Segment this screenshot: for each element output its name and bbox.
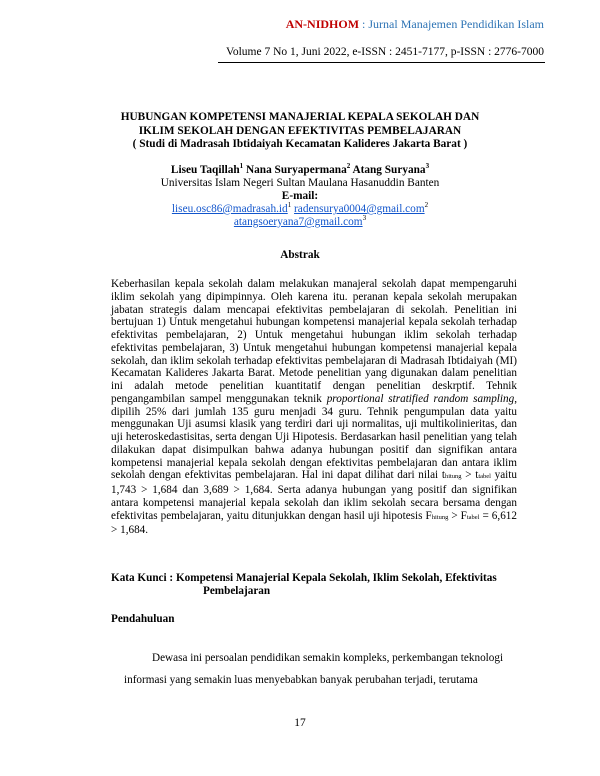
email-link[interactable]: radensurya0004@gmail.com (294, 203, 425, 215)
author-name: Nana Suryapermana (243, 164, 347, 176)
author-sup: 3 (425, 162, 430, 171)
author-name: Atang Suryana (350, 164, 426, 176)
subscript: tabel (466, 513, 480, 521)
abstract-text: > F (448, 509, 467, 522)
title-line: IKLIM SEKOLAH DENGAN EFEKTIVITAS PEMBELAJARAN (138, 124, 462, 137)
author-name: Liseu Taqillah (170, 164, 240, 176)
email-label: E-mail: (281, 190, 319, 202)
title-line: HUBUNGAN KOMPETENSI MANAJERIAL KEPALA SEKOLAH DAN (120, 111, 480, 123)
email-line (100, 216, 500, 229)
paper-title (100, 111, 500, 152)
page-number: 17 (294, 717, 306, 729)
intro-line: Dewasa ini persoalan pendidikan semakin kompleks, perkembangan teknologi (152, 652, 504, 664)
keywords (111, 572, 521, 598)
abstract-text: Keberhasilan kepala sekolah dalam melakukan manajeral sekolah dapat mempengaruhi iklim sekolah yang dipimpinnya. Oleh karena itu. peranan kepala sekolah merupakan jabatan strategis dalam mencapai efektivitas pembelajaran di sekolah. Penelitian ini bertujuan 1) Untuk mengetahui hubungan kompetensi manajerial kepala sekolah terhadap efektivitas pembelajaran, 2) Untuk mengetahui hubungan iklim sekolah terhadap efektivitas pembelajaran, 3) Untuk mengetahui hubungan kompetensi manajerial kepala sekolah, dan iklim sekolah terhadap efektivitas pembelajaran di Madrasah Ibtidaiyah (MI) Kecamatan Kalideres Jakarta Barat. Metode penelitian yang digunakan dalam penelitian ini adalah metode penelitian kuantitatif dengan penelitian deskrptif. Tehnik pengangambilan sampel menggunakan teknik (111, 278, 517, 405)
intro-paragraph (124, 647, 518, 691)
header-rule (218, 62, 545, 63)
journal-name: Jurnal Manajemen Pendidikan Islam (368, 17, 544, 31)
email-sup: 3 (362, 214, 367, 223)
author-list (100, 164, 500, 177)
email-link[interactable]: liseu.osc86@madrasah.id (171, 203, 288, 215)
journal-separator: : (359, 17, 369, 31)
author-sup: 2 (346, 162, 351, 171)
intro-line: informasi yang semakin luas menyebabkan banyak perubahan terjadi, terutama (124, 674, 478, 686)
abstract-text: = 6,612 > 1,684. (111, 509, 517, 537)
abstract-text: yaitu 1,743 > 1,684 dan 3,689 > 1,684. Serta adanya hubungan yang positif dan signifikan antara kompetensi manajerial kepala sekolah dan iklim sekolah secara bersama dengan efektivitas pembelajaran, yaitu ditunjukkan dengan hasil uji hipotesis F (111, 469, 517, 522)
email-link[interactable]: atangsoeryana7@gmail.com (233, 216, 363, 228)
keywords-line: Pembelajaran (203, 585, 271, 597)
section-heading: Pendahuluan (111, 613, 175, 625)
author-sup: 1 (239, 162, 244, 171)
keywords-line: Kata Kunci : Kompetensi Manajerial Kepala Sekolah, Iklim Sekolah, Efektivitas (111, 572, 497, 584)
abstract-body (111, 278, 517, 537)
abstract-text: > t (461, 469, 479, 482)
journal-volume: Volume 7 No 1, Juni 2022, e-ISSN : 2451-7177, p-ISSN : 2776-7000 (226, 46, 544, 58)
subscript: tabel (478, 473, 491, 481)
author-block (100, 164, 500, 229)
email-line (100, 203, 500, 216)
abstract-heading: Abstrak (280, 249, 320, 261)
abstract-text: , dipilih 25% dari jumlah 135 guru menjadi 34 guru. Tehnik pengumpulan data yaitu menggunakan Uji asumsi klasik yang terdiri dari uji normalitas, uji multikolinieritas, dan uji heteroskedastisitas, serta dengan Uji Hipotesis. Berdasarkan hasil penelitian yang telah dilakukan dapat disimpulkan bahwa adanya hubungan positif dan signifikan antara kompetensi manajerial kepala sekolah dengan efektivitas pembelajaran dan antara iklim sekolah dengan efektivitas pembelajaran. Hal ini dapat dilihat dari nilai t (111, 392, 517, 482)
journal-header (286, 17, 544, 32)
subscript: hitung (431, 513, 449, 521)
email-sup: 2 (424, 201, 429, 210)
subscript: hitung (444, 473, 462, 481)
email-sup: 1 (287, 201, 292, 210)
abstract-italic: proportional stratified random sampling (326, 392, 515, 405)
journal-brand: AN-NIDHOM (285, 17, 360, 31)
abstract-paragraph (111, 278, 517, 537)
title-subtitle: ( Studi di Madrasah Ibtidaiyah Kecamatan Kalideres Jakarta Barat ) (132, 138, 468, 150)
affiliation: Universitas Islam Negeri Sultan Maulana Hasanuddin Banten (160, 177, 440, 189)
